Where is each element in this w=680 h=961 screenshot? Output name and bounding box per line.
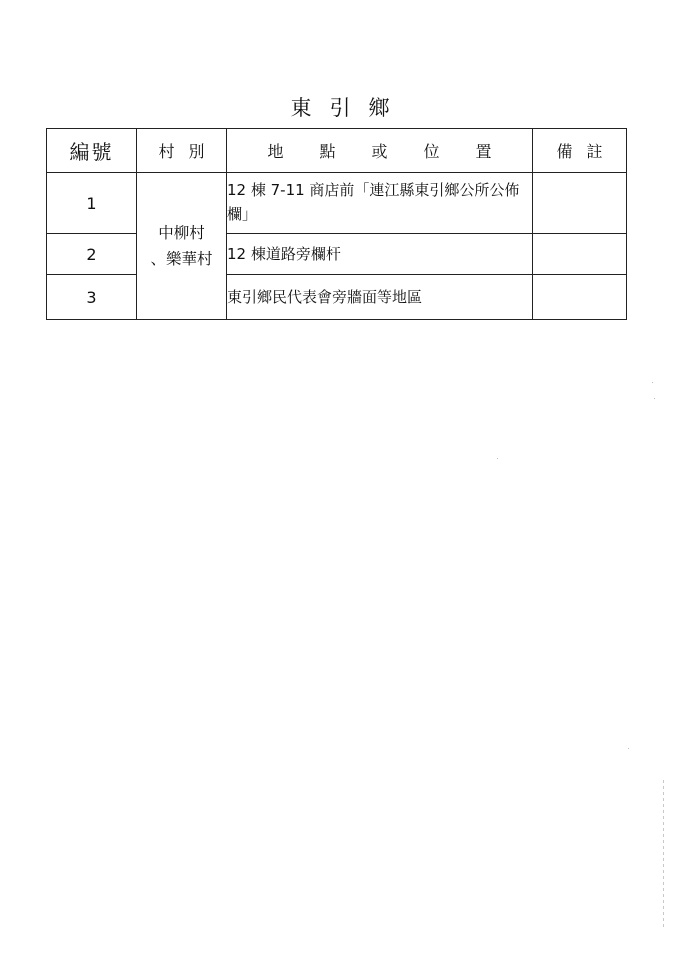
scan-speck xyxy=(497,458,498,459)
scan-speck xyxy=(654,398,655,399)
scan-edge-mark xyxy=(663,780,664,930)
village-line: 中柳村 xyxy=(158,224,205,242)
header-location-char: 位 xyxy=(423,142,440,161)
table-row xyxy=(47,275,627,320)
village-line: 、樂華村 xyxy=(150,250,213,268)
header-row xyxy=(47,129,627,173)
scan-speck xyxy=(652,382,653,383)
header-number: 編號 xyxy=(47,129,137,173)
table-row xyxy=(47,173,627,234)
header-location-char: 點 xyxy=(319,142,336,161)
header-village: 村別 xyxy=(137,129,227,173)
locations-table xyxy=(46,128,627,320)
row-location: 12 棟道路旁欄杆 xyxy=(227,234,533,275)
table-row xyxy=(47,234,627,275)
row-number: 1 xyxy=(47,173,137,234)
village-cell xyxy=(137,173,227,320)
row-note xyxy=(533,234,627,275)
header-location-char: 置 xyxy=(475,142,492,161)
page-title: 東引鄉 xyxy=(290,96,408,120)
header-location-char: 或 xyxy=(371,142,388,161)
header-note: 備註 xyxy=(533,129,627,173)
row-note xyxy=(533,173,627,234)
row-number: 3 xyxy=(47,275,137,320)
row-location: 12 棟 7-11 商店前「連江縣東引鄉公所公佈欄」 xyxy=(227,173,533,234)
row-location: 東引鄉民代表會旁牆面等地區 xyxy=(227,275,533,320)
header-location-char: 地 xyxy=(267,142,284,161)
header-location xyxy=(227,129,533,173)
row-number: 2 xyxy=(47,234,137,275)
row-note xyxy=(533,275,627,320)
scan-speck xyxy=(628,748,629,749)
